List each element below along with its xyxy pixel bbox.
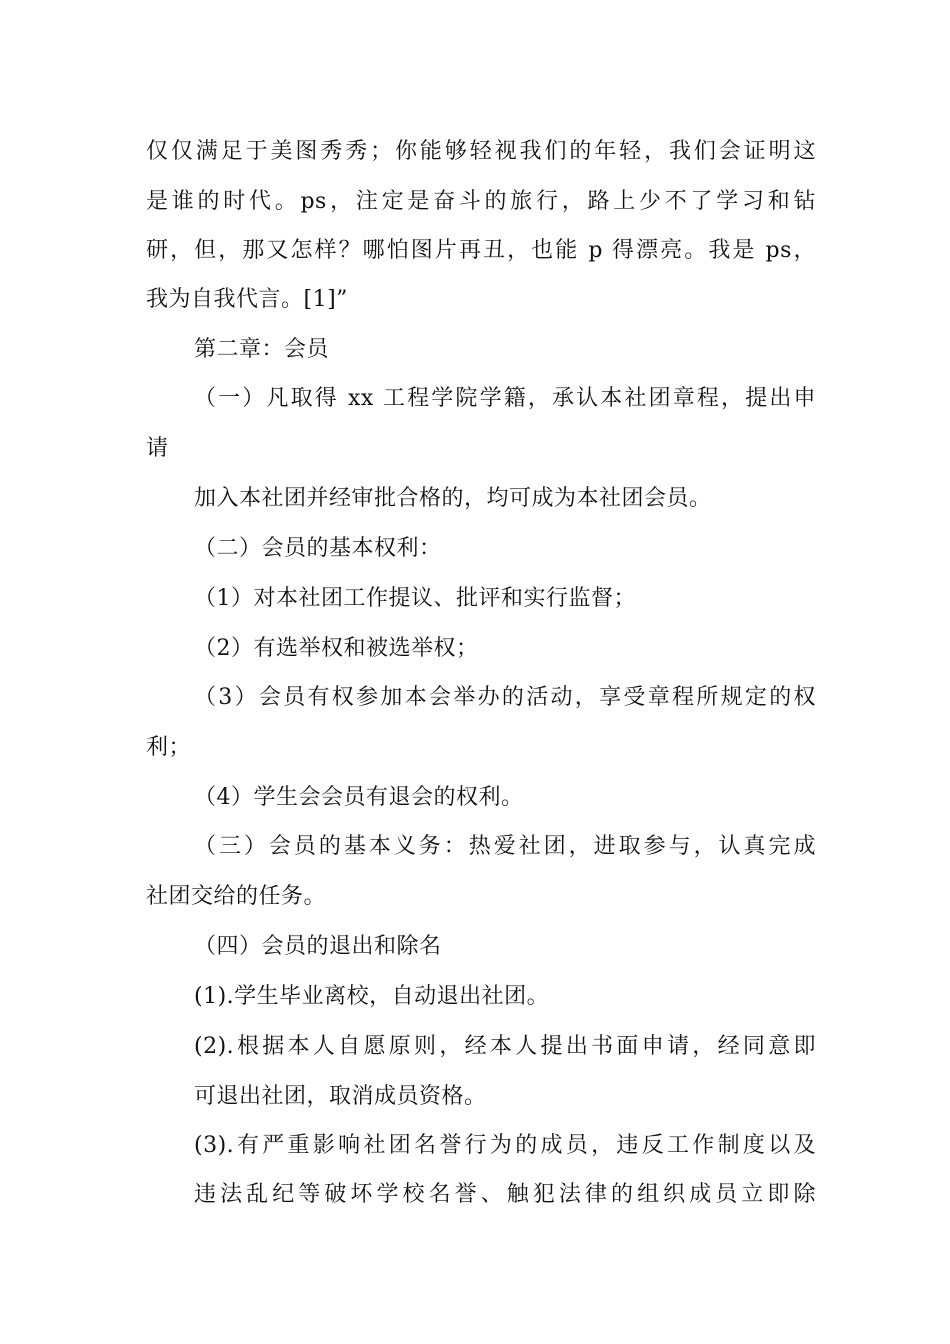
text-line: 社团交给的任务。 (146, 884, 327, 909)
text-line: 加入本社团并经审批合格的，均可成为本社团会员。 (194, 486, 712, 511)
text-line: 我为自我代言。[1]” (146, 287, 348, 312)
text-line: 仅仅满足于美图秀秀；你能够轻视我们的年轻，我们会证明这 (146, 139, 816, 164)
list-item: （1）对本社团工作提议、批评和实行监督； (194, 586, 636, 611)
text-line: 违法乱纪等破坏学校名誉、触犯法律的组织成员立即除 (194, 1182, 816, 1207)
list-item: （4）学生会会员有退会的权利。 (194, 785, 524, 810)
list-item: (2).根据本人自愿原则，经本人提出书面申请，经同意即 (194, 1034, 816, 1059)
text-line: 是谁的时代。ps，注定是奋斗的旅行，路上少不了学习和钻 (146, 189, 816, 214)
text-line: 请 (146, 436, 169, 461)
section-heading: （三）会员的基本义务：热爱社团，进取参与，认真完成 (194, 834, 816, 859)
text-line: 研，但，那又怎样？哪怕图片再丑，也能 p 得漂亮。我是 ps， (146, 238, 816, 263)
list-item: (3).有严重影响社团名誉行为的成员，违反工作制度以及 (194, 1133, 816, 1158)
section-heading: （四）会员的退出和除名 (194, 934, 442, 959)
list-item: （3）会员有权参加本会举办的活动，享受章程所规定的权 (194, 685, 816, 710)
list-item: （2）有选举权和被选举权； (194, 636, 479, 661)
text-line: 利； (146, 735, 192, 760)
text-line: （一）凡取得 xx 工程学院学籍，承认本社团章程，提出申 (194, 386, 816, 411)
text-line: 可退出社团，取消成员资格。 (194, 1084, 487, 1109)
list-item: (1).学生毕业离校，自动退出社团。 (194, 984, 550, 1009)
chapter-heading: 第二章：会员 (194, 337, 330, 362)
section-heading: （二）会员的基本权利： (194, 536, 442, 561)
